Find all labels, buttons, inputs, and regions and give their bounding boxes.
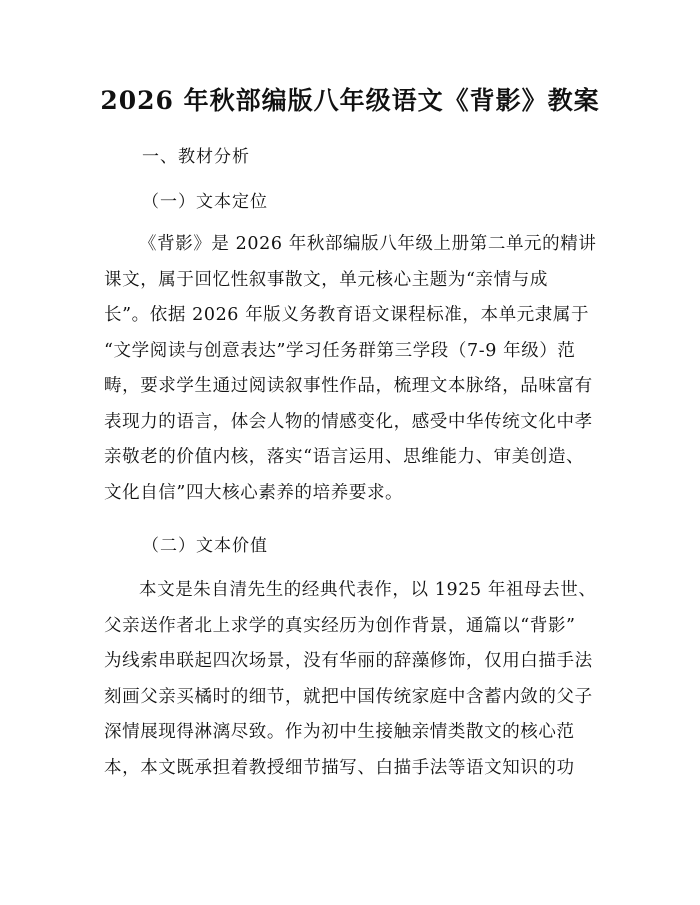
subsection-heading-text-value: （二）文本价值	[142, 536, 268, 556]
document-title: 2026 年秋部编版八年级语文《背影》教案	[100, 86, 600, 115]
paragraph-line: 为线索串联起四次场景，没有华丽的辞藻修饰，仅用白描手法	[104, 651, 593, 671]
paragraph-line: 畴，要求学生通过阅读叙事性作品，梳理文本脉络，品味富有	[104, 376, 593, 396]
paragraph-text-positioning	[104, 227, 596, 511]
paragraph-line: 本，本文既承担着教授细节描写、白描手法等语文知识的功	[104, 757, 575, 778]
paragraph-line: “文学阅读与创意表达”学习任务群第三学段（7-9 年级）范	[104, 340, 576, 361]
paragraph-line: 《背影》是 2026 年秋部编版八年级上册第二单元的精讲	[139, 234, 597, 254]
paragraph-text-value	[104, 573, 596, 786]
paragraph-line: 刻画父亲买橘时的细节，就把中国传统家庭中含蓄内敛的父子	[104, 686, 593, 707]
paragraph-line: 深情展现得淋漓尽致。作为初中生接触亲情类散文的核心范	[104, 722, 575, 742]
paragraph-line: 文化自信”四大核心素养的培养要求。	[104, 482, 404, 503]
paragraph-line: 表现力的语言，体会人物的情感变化，感受中华传统文化中孝	[104, 411, 593, 432]
paragraph-line: 长”。依据 2026 年版义务教育语文课程标准，本单元隶属于	[104, 305, 590, 325]
subsection-heading-text-positioning: （一）文本定位	[142, 192, 268, 212]
paragraph-line: 父亲送作者北上求学的真实经历为创作背景，通篇以“背影”	[104, 615, 576, 636]
section-heading-teaching-material-analysis: 一、教材分析	[142, 147, 250, 167]
paragraph-line: 亲敬老的价值内核，落实“语言运用、思维能力、审美创造、	[104, 447, 585, 467]
paragraph-line: 本文是朱自清先生的经典代表作，以 1925 年祖母去世、	[139, 580, 597, 600]
paragraph-line: 课文，属于回忆性叙事散文，单元核心主题为“亲情与成	[104, 269, 548, 290]
